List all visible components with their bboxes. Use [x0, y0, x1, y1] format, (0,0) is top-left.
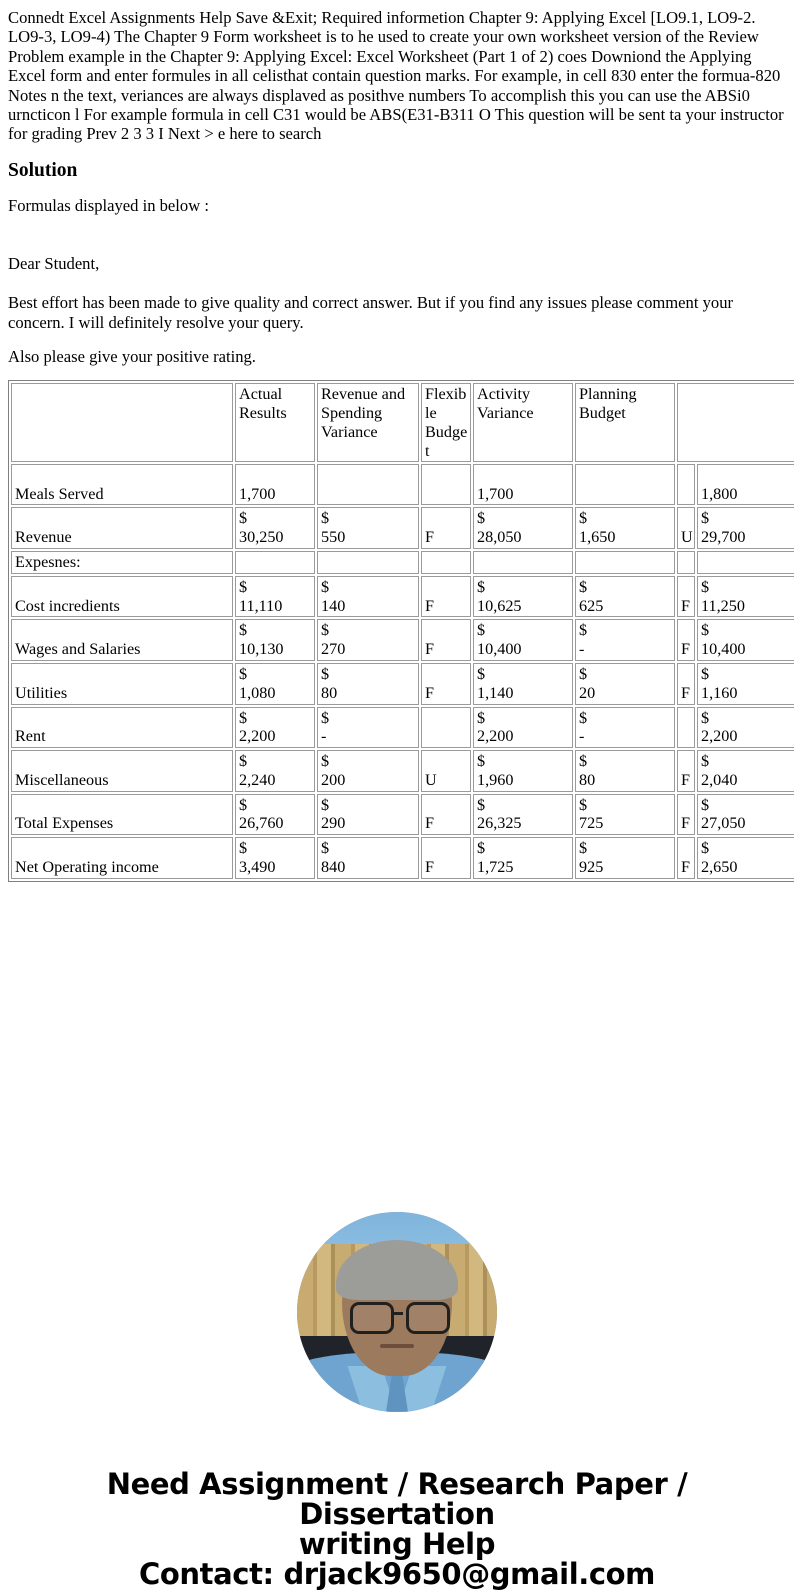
currency-symbol: $	[701, 752, 710, 771]
cell-variance-flag-activity: F	[677, 576, 695, 618]
cell-variance-flag-spending: F	[421, 507, 471, 549]
cell-value: 27,050	[701, 814, 746, 833]
cell-value: 1,700	[477, 484, 514, 503]
cell-flexible-budget	[473, 663, 573, 705]
row-label: Utilities	[11, 663, 233, 705]
currency-symbol: $	[239, 839, 248, 858]
cell-value: 1,725	[477, 858, 514, 876]
currency-symbol: $	[321, 664, 330, 683]
cell-value: 11,110	[239, 596, 283, 615]
cell-planning-budget	[697, 837, 794, 879]
header-cell-trailing	[677, 383, 794, 462]
cell-value: 26,325	[477, 814, 522, 833]
cell-activity-variance	[575, 663, 675, 705]
currency-symbol: $	[579, 708, 588, 727]
cell-value: 725	[579, 814, 604, 833]
cell-value: 80	[579, 770, 596, 789]
cell-variance-flag-spending: U	[421, 750, 471, 792]
cell-value: 140	[321, 596, 346, 615]
table-row	[11, 750, 794, 792]
cell-planning-budget	[697, 551, 794, 574]
cell-flexible-budget	[473, 707, 573, 749]
cell-value: 3,490	[239, 858, 276, 876]
cell-value: 925	[579, 858, 604, 876]
currency-symbol: $	[701, 621, 710, 640]
cell-value: -	[579, 727, 585, 746]
currency-symbol: $	[579, 664, 588, 683]
currency-symbol: $	[321, 577, 330, 596]
table-row	[11, 619, 794, 661]
currency-symbol: $	[239, 621, 248, 640]
cell-variance-flag-spending	[421, 464, 471, 505]
cell-variance-flag-activity	[677, 551, 695, 574]
cell-value: 2,650	[701, 858, 738, 876]
cell-actual-results	[235, 507, 315, 549]
cell-value: 30,250	[239, 528, 284, 547]
table-body	[11, 383, 794, 879]
cell-flexible-budget	[473, 837, 573, 879]
cell-actual-results	[235, 576, 315, 618]
currency-symbol: $	[239, 752, 248, 771]
cell-value: 625	[579, 596, 604, 615]
cell-value: 80	[321, 683, 338, 702]
cell-planning-budget	[697, 576, 794, 618]
cell-flexible-budget	[473, 750, 573, 792]
currency-symbol: $	[321, 752, 330, 771]
header-cell-activity-variance: Activity Variance	[473, 383, 573, 462]
header-cell-label	[11, 383, 233, 462]
cell-activity-variance	[575, 464, 675, 505]
row-label: Net Operating income	[11, 837, 233, 879]
cell-planning-budget	[697, 619, 794, 661]
cell-actual-results	[235, 794, 315, 836]
cell-planning-budget	[697, 707, 794, 749]
row-label: Revenue	[11, 507, 233, 549]
header-cell-planning-budget: Planning Budget	[575, 383, 675, 462]
cell-variance-flag-spending	[421, 551, 471, 574]
cell-actual-results	[235, 837, 315, 879]
cell-flexible-budget	[473, 464, 573, 505]
cell-value: 2,200	[701, 727, 738, 746]
promo-footer	[8, 1466, 786, 1591]
avatar-eyeglass-left	[350, 1302, 394, 1334]
avatar	[297, 1212, 497, 1412]
cell-activity-variance	[575, 707, 675, 749]
cell-flexible-budget	[473, 551, 573, 574]
cell-value: 200	[321, 770, 346, 789]
currency-symbol: $	[579, 509, 588, 528]
row-label: Wages and Salaries	[11, 619, 233, 661]
currency-symbol: $	[477, 621, 486, 640]
cell-value: 1,140	[477, 683, 514, 702]
currency-symbol: $	[477, 509, 486, 528]
cell-variance-flag-spending: F	[421, 837, 471, 879]
cell-flexible-budget	[473, 619, 573, 661]
cell-value: 10,400	[701, 640, 746, 659]
currency-symbol: $	[579, 839, 588, 858]
greeting-text: Dear Student,	[8, 253, 100, 273]
cell-value: 10,400	[477, 640, 522, 659]
currency-symbol: $	[321, 795, 330, 814]
closing-text: Also please give your positive rating.	[8, 346, 256, 366]
body-text: Best effort has been made to give quality and correct answer. But if you find any issues please comment your concern. I will definitely resolve your query.	[8, 293, 734, 332]
cell-value: 2,040	[701, 770, 738, 789]
cell-value: 10,625	[477, 596, 522, 615]
row-label: Total Expenses	[11, 794, 233, 836]
currency-symbol: $	[321, 708, 330, 727]
budget-variance-table	[8, 380, 794, 882]
row-label: Miscellaneous	[11, 750, 233, 792]
cell-revenue-spending-variance	[317, 750, 419, 792]
cell-revenue-spending-variance	[317, 507, 419, 549]
header-cell-flexible-budget: Flexible Budget	[421, 383, 471, 462]
cell-actual-results	[235, 551, 315, 574]
avatar-eyeglass-right	[406, 1302, 450, 1334]
table-row	[11, 576, 794, 618]
cell-revenue-spending-variance	[317, 707, 419, 749]
cell-planning-budget	[697, 663, 794, 705]
avatar-eyeglass-bridge	[391, 1312, 403, 1315]
cell-value: 290	[321, 814, 346, 833]
cell-variance-flag-activity	[677, 464, 695, 505]
currency-symbol: $	[701, 795, 710, 814]
cell-planning-budget	[697, 794, 794, 836]
cell-actual-results	[235, 464, 315, 505]
cell-value: 10,130	[239, 640, 284, 659]
row-label: Cost incredients	[11, 576, 233, 618]
question-text: Connedt Excel Assignments Help Save &Exit; Required informetion Chapter 9: Applying Excel [LO9.1, LO9-2. LO9-3, LO9-4) The Chapter 9 Form worksheet is to he used to create your own worksheet version of the Review Problem example in the Chapter 9: Applying Excel: Excel Worksheet (Part 1 of 2) coes Downiond the Applying Excel form and enter formules in all celisthat contain question marks. For example, in cell 830 enter the formua-820 Notes n the text, veriances are always displaved as posithve numbers To accomplish this you can use the ABSi0 urncticon l For example formula in cell C31 would be ABS(E31-B311 O This question will be sent ta your instructor for grading Prev 2 3 3 I Next > e here to search	[8, 8, 784, 144]
cell-revenue-spending-variance	[317, 663, 419, 705]
promo-line-2: writing Help	[298, 1527, 496, 1562]
solution-lead: Formulas displayed in below :	[8, 196, 209, 216]
cell-value: 11,250	[701, 596, 745, 615]
currency-symbol: $	[321, 509, 330, 528]
profile-photo-container	[8, 1212, 786, 1417]
cell-value: 2,200	[239, 727, 276, 746]
cell-activity-variance	[575, 619, 675, 661]
cell-variance-flag-activity: F	[677, 663, 695, 705]
cell-flexible-budget	[473, 507, 573, 549]
currency-symbol: $	[701, 664, 710, 683]
promo-contact: Contact: drjack9650@gmail.com	[139, 1557, 655, 1591]
table-row	[11, 663, 794, 705]
header-cell-revenue-spending-variance: Revenue and Spending Variance	[317, 383, 419, 462]
currency-symbol: $	[239, 664, 248, 683]
cell-activity-variance	[575, 794, 675, 836]
table-row	[11, 551, 794, 574]
cell-variance-flag-activity: F	[677, 794, 695, 836]
cell-activity-variance	[575, 576, 675, 618]
table-row	[11, 464, 794, 505]
cell-flexible-budget	[473, 794, 573, 836]
header-cell-actual-results: Actual Results	[235, 383, 315, 462]
currency-symbol: $	[239, 577, 248, 596]
cell-actual-results	[235, 619, 315, 661]
currency-symbol: $	[579, 752, 588, 771]
currency-symbol: $	[239, 708, 248, 727]
cell-value: 1,650	[579, 528, 616, 547]
cell-value: 1,160	[701, 683, 738, 702]
cell-activity-variance	[575, 837, 675, 879]
table-row	[11, 837, 794, 879]
currency-symbol: $	[579, 621, 588, 640]
cell-variance-flag-spending: F	[421, 576, 471, 618]
cell-actual-results	[235, 663, 315, 705]
cell-value: 1,800	[701, 484, 738, 503]
cell-value: 20	[579, 683, 596, 702]
cell-revenue-spending-variance	[317, 794, 419, 836]
cell-value: 840	[321, 858, 346, 876]
cell-planning-budget	[697, 464, 794, 505]
currency-symbol: $	[579, 577, 588, 596]
currency-symbol: $	[701, 708, 710, 727]
cell-actual-results	[235, 750, 315, 792]
currency-symbol: $	[477, 664, 486, 683]
cell-revenue-spending-variance	[317, 551, 419, 574]
currency-symbol: $	[477, 795, 486, 814]
solution-heading: Solution	[8, 159, 78, 181]
cell-actual-results	[235, 707, 315, 749]
cell-value: 28,050	[477, 528, 522, 547]
table-row	[11, 507, 794, 549]
row-label: Meals Served	[11, 464, 233, 505]
currency-symbol: $	[701, 839, 710, 858]
cell-value: 1,960	[477, 770, 514, 789]
cell-planning-budget	[697, 507, 794, 549]
currency-symbol: $	[477, 752, 486, 771]
currency-symbol: $	[477, 577, 486, 596]
currency-symbol: $	[477, 839, 486, 858]
currency-symbol: $	[477, 708, 486, 727]
cell-variance-flag-spending	[421, 707, 471, 749]
cell-activity-variance	[575, 507, 675, 549]
cell-variance-flag-spending: F	[421, 794, 471, 836]
currency-symbol: $	[321, 621, 330, 640]
table-row	[11, 794, 794, 836]
cell-value: 1,700	[239, 484, 276, 503]
cell-value: 2,200	[477, 727, 514, 746]
cell-value: 26,760	[239, 814, 284, 833]
avatar-mouth	[380, 1344, 414, 1348]
cell-revenue-spending-variance	[317, 576, 419, 618]
currency-symbol: $	[239, 795, 248, 814]
cell-variance-flag-spending: F	[421, 619, 471, 661]
cell-flexible-budget	[473, 576, 573, 618]
cell-activity-variance	[575, 750, 675, 792]
cell-variance-flag-activity: F	[677, 837, 695, 879]
currency-symbol: $	[239, 509, 248, 528]
row-label: Rent	[11, 707, 233, 749]
cell-revenue-spending-variance	[317, 464, 419, 505]
currency-symbol: $	[701, 577, 710, 596]
table-row	[11, 707, 794, 749]
currency-symbol: $	[701, 509, 710, 528]
cell-revenue-spending-variance	[317, 619, 419, 661]
currency-symbol: $	[321, 839, 330, 858]
cell-variance-flag-activity	[677, 707, 695, 749]
cell-revenue-spending-variance	[317, 837, 419, 879]
cell-planning-budget	[697, 750, 794, 792]
cell-value: 1,080	[239, 683, 276, 702]
promo-line-1: Need Assignment / Research Paper / Dissertation	[106, 1466, 688, 1531]
cell-variance-flag-activity: U	[677, 507, 695, 549]
cell-value: -	[579, 640, 585, 659]
row-label: Expesnes:	[11, 551, 233, 574]
cell-variance-flag-spending: F	[421, 663, 471, 705]
table-header-row	[11, 383, 794, 462]
cell-value: 29,700	[701, 528, 746, 547]
cell-value: 550	[321, 528, 346, 547]
cell-value: 2,240	[239, 770, 276, 789]
currency-symbol: $	[579, 795, 588, 814]
cell-value: -	[321, 727, 327, 746]
cell-value: 270	[321, 640, 346, 659]
cell-activity-variance	[575, 551, 675, 574]
cell-variance-flag-activity: F	[677, 619, 695, 661]
cell-variance-flag-activity: F	[677, 750, 695, 792]
